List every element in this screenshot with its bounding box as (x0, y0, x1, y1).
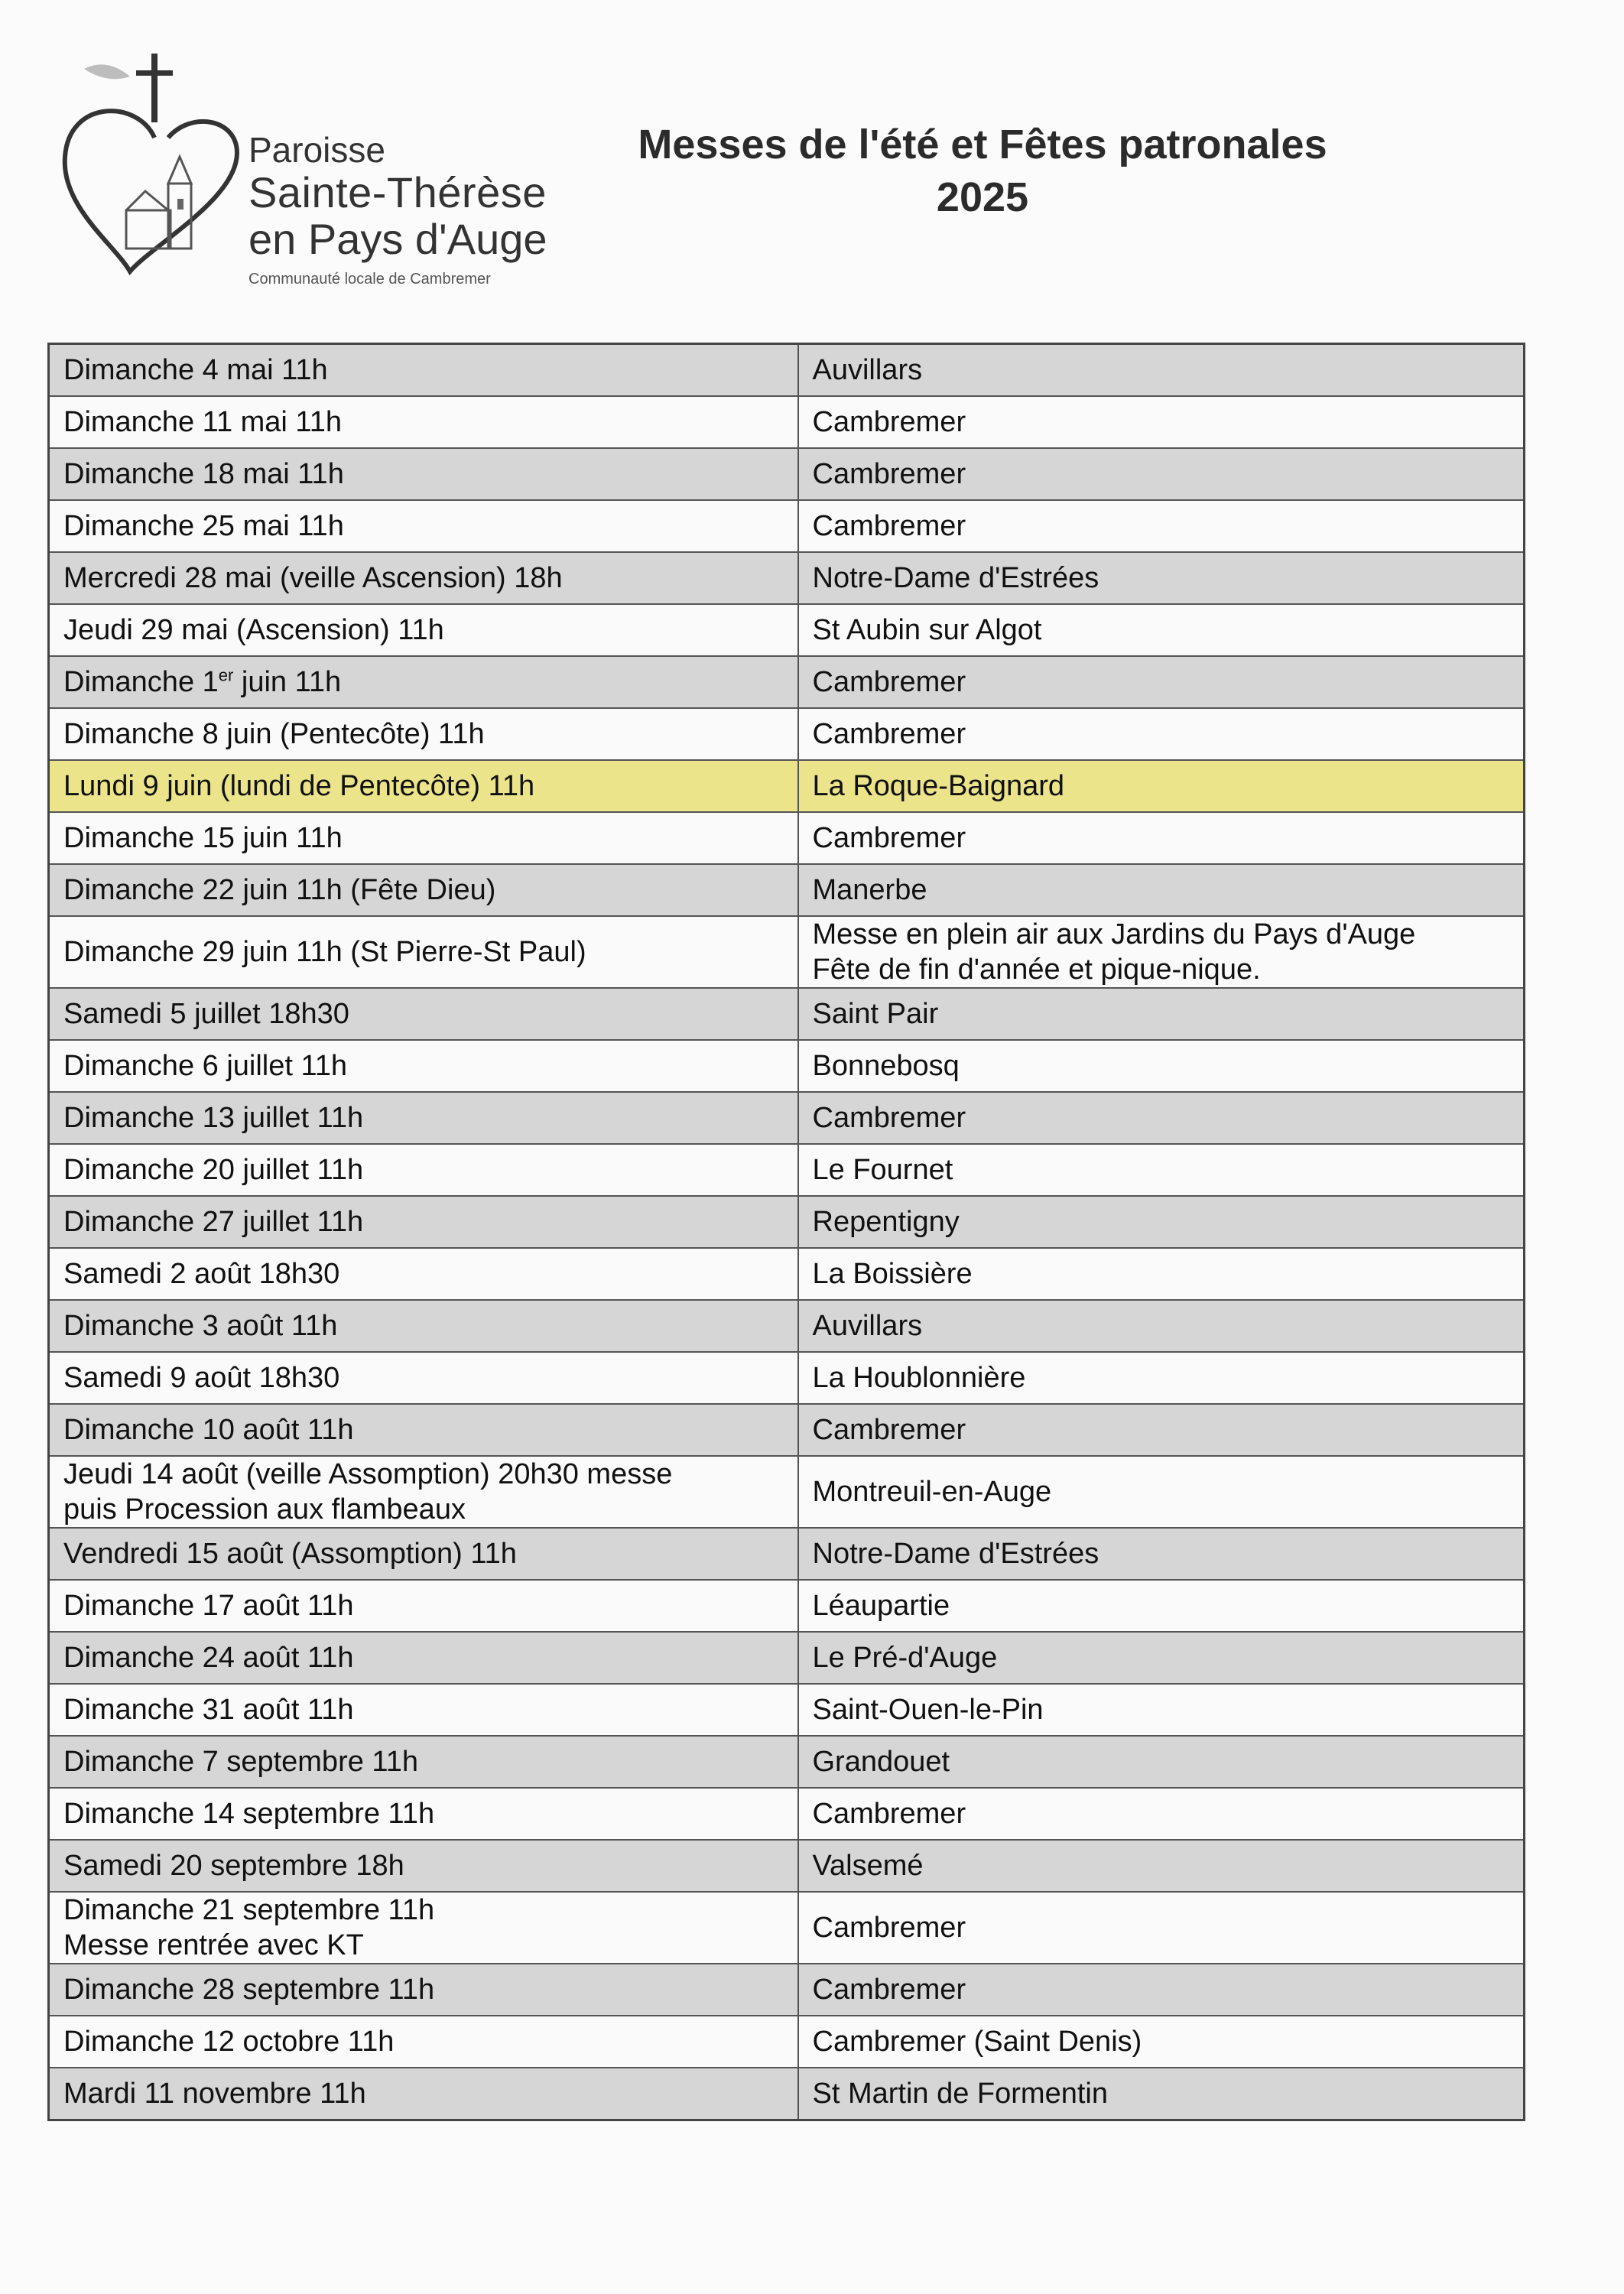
mass-location-cell (798, 1040, 1525, 1092)
mass-location-cell (798, 1456, 1525, 1528)
table-row (49, 1736, 1525, 1788)
table-row (49, 656, 1525, 708)
mass-date: Dimanche 10 août 11h (63, 1414, 354, 1446)
mass-location-cell (798, 1892, 1525, 1964)
mass-date: Dimanche 15 juin 11h (63, 822, 343, 854)
table-row (49, 1248, 1525, 1300)
mass-date: Jeudi 29 mai (Ascension) 11h (63, 614, 444, 646)
table-row (49, 916, 1525, 988)
mass-schedule-table (47, 343, 1525, 2121)
mass-location: Cambremer (812, 510, 966, 542)
mass-date-cell (49, 1404, 798, 1456)
mass-date: Dimanche 29 juin 11h (St Pierre-St Paul) (63, 936, 586, 968)
table-row (49, 500, 1525, 552)
table-row (49, 1196, 1525, 1248)
mass-location: Cambremer (812, 666, 966, 698)
mass-location-cell (798, 448, 1525, 500)
table-row (49, 760, 1525, 812)
mass-date: Dimanche 20 juillet 11h (63, 1154, 364, 1186)
mass-date-rest: juin 11h (233, 666, 342, 698)
mass-location-cell (798, 2068, 1525, 2120)
mass-location-cell (798, 396, 1525, 448)
table-row (49, 1580, 1525, 1632)
date-ordinal-suffix: er (218, 665, 234, 685)
mass-location: Cambremer (812, 406, 966, 438)
mass-location-cell (798, 1352, 1525, 1404)
table-row (49, 1632, 1525, 1684)
mass-date: Dimanche 7 septembre 11h (63, 1746, 418, 1778)
mass-location: Repentigny (812, 1206, 960, 1238)
mass-date-cell (49, 708, 798, 760)
mass-date: Mardi 11 novembre 11h (63, 2078, 366, 2110)
mass-date-cell (49, 1788, 798, 1840)
mass-location-cell (798, 604, 1525, 656)
page-year: 2025 (936, 174, 1029, 220)
mass-date-cell (49, 1300, 798, 1352)
table-row (49, 1092, 1525, 1144)
mass-location: Notre-Dame d'Estrées (812, 1538, 1099, 1570)
table-row (49, 1456, 1525, 1528)
mass-location-cell (798, 1632, 1525, 1684)
mass-location-cell (798, 708, 1525, 760)
mass-date-cell (49, 1248, 798, 1300)
mass-date-cell (49, 988, 798, 1040)
table-row (49, 2016, 1525, 2068)
table-row (49, 1300, 1525, 1352)
table-row (49, 1964, 1525, 2016)
mass-date-cell (49, 2068, 798, 2120)
mass-location: Saint-Ouen-le-Pin (812, 1694, 1044, 1726)
mass-location: Saint Pair (812, 998, 939, 1030)
mass-date-cell (49, 1456, 798, 1528)
table-row (49, 448, 1525, 500)
table-row (49, 396, 1525, 448)
mass-location: Le Fournet (812, 1154, 953, 1186)
mass-date-cell (49, 1632, 798, 1684)
mass-schedule-body (49, 344, 1525, 2120)
mass-location-cell (798, 864, 1525, 916)
mass-date-cell (49, 812, 798, 864)
mass-location: Cambremer (Saint Denis) (812, 2026, 1142, 2058)
mass-date: Jeudi 14 août (veille Assomption) 20h30 messe (63, 1458, 673, 1490)
mass-date-cell (49, 1736, 798, 1788)
mass-date: Samedi 20 septembre 18h (63, 1850, 404, 1882)
mass-date-cell (49, 656, 798, 708)
logo-parish-label: Paroisse (248, 130, 385, 170)
logo-community-label: Communauté locale de Cambremer (248, 271, 491, 288)
table-row (49, 1840, 1525, 1892)
mass-location: Messe en plein air aux Jardins du Pays d'Auge (812, 918, 1416, 950)
mass-location-cell (798, 344, 1525, 397)
mass-location-note: Fête de fin d'année et pique-nique. (812, 954, 1261, 986)
mass-date: Samedi 5 juillet 18h30 (63, 998, 349, 1030)
mass-date: Dimanche 22 juin 11h (Fête Dieu) (63, 874, 496, 906)
mass-location: Cambremer (812, 1798, 966, 1830)
mass-date: Dimanche 13 juillet 11h (63, 1102, 364, 1134)
mass-date: Dimanche 28 septembre 11h (63, 1974, 435, 2006)
table-row (49, 344, 1525, 397)
table-row (49, 1788, 1525, 1840)
mass-location: Auvillars (812, 1310, 923, 1342)
mass-date-cell (49, 500, 798, 552)
mass-date-cell (49, 1684, 798, 1736)
mass-date: Dimanche 18 mai 11h (63, 458, 344, 490)
mass-location: La Boissière (812, 1258, 973, 1290)
mass-date-cell (49, 1892, 798, 1964)
mass-location-cell (798, 1964, 1525, 2016)
page-title: Messes de l'été et Fêtes patronales (638, 122, 1327, 167)
mass-location: Valsemé (812, 1850, 924, 1882)
mass-date: Dimanche 27 juillet 11h (63, 1206, 364, 1238)
mass-date-cell (49, 1352, 798, 1404)
mass-location: St Aubin sur Algot (812, 614, 1042, 646)
mass-date-note: puis Procession aux flambeaux (63, 1493, 466, 1526)
heart-church-icon (54, 54, 252, 283)
mass-date: Dimanche 31 août 11h (63, 1694, 354, 1726)
mass-date: Dimanche 1 (63, 666, 219, 698)
table-row (49, 708, 1525, 760)
mass-date: Dimanche 17 août 11h (63, 1590, 354, 1622)
mass-date: Dimanche 12 octobre 11h (63, 2026, 395, 2058)
mass-date: Samedi 2 août 18h30 (63, 1258, 340, 1290)
mass-date: Dimanche 14 septembre 11h (63, 1798, 435, 1830)
table-row (49, 552, 1525, 604)
mass-location: Léaupartie (812, 1590, 950, 1622)
mass-location: La Roque-Baignard (812, 770, 1065, 802)
mass-date-cell (49, 552, 798, 604)
mass-date: Dimanche 25 mai 11h (63, 510, 344, 542)
mass-location: Cambremer (812, 1414, 966, 1446)
mass-location-cell (798, 1840, 1525, 1892)
mass-location: Grandouet (812, 1746, 950, 1778)
mass-date-cell (49, 2016, 798, 2068)
mass-location: Notre-Dame d'Estrées (812, 562, 1099, 594)
mass-location-cell (798, 760, 1525, 812)
mass-date: Lundi 9 juin (lundi de Pentecôte) 11h (63, 770, 535, 802)
mass-location-cell (798, 552, 1525, 604)
table-row (49, 1352, 1525, 1404)
mass-date: Dimanche 4 mai 11h (63, 354, 328, 386)
mass-location: Manerbe (812, 874, 927, 906)
mass-location-cell (798, 656, 1525, 708)
mass-location-cell (798, 2016, 1525, 2068)
mass-date: Dimanche 11 mai 11h (63, 406, 343, 438)
mass-location-cell (798, 1248, 1525, 1300)
table-row (49, 2068, 1525, 2120)
mass-date: Dimanche 6 juillet 11h (63, 1050, 348, 1082)
table-row (49, 1040, 1525, 1092)
logo-parish-name: Sainte-Thérèse (248, 168, 547, 216)
table-row (49, 1404, 1525, 1456)
mass-location: Cambremer (812, 1102, 966, 1134)
mass-location: Montreuil-en-Auge (812, 1476, 1052, 1508)
mass-date: Dimanche 3 août 11h (63, 1310, 338, 1342)
mass-date-cell (49, 1144, 798, 1196)
mass-location: Bonnebosq (812, 1050, 960, 1082)
table-row (49, 1144, 1525, 1196)
mass-date-cell (49, 448, 798, 500)
mass-location-cell (798, 1736, 1525, 1788)
table-row (49, 1684, 1525, 1736)
mass-location-cell (798, 1404, 1525, 1456)
mass-date-cell (49, 344, 798, 397)
mass-location: La Houblonnière (812, 1362, 1026, 1394)
mass-location-cell (798, 1144, 1525, 1196)
mass-location: Le Pré-d'Auge (812, 1642, 998, 1674)
mass-location: St Martin de Formentin (812, 2078, 1108, 2110)
mass-date-cell (49, 1092, 798, 1144)
mass-location-cell (798, 988, 1525, 1040)
mass-location: Cambremer (812, 822, 966, 854)
mass-location: Cambremer (812, 718, 966, 750)
parish-logo (54, 54, 589, 298)
mass-location-cell (798, 1528, 1525, 1580)
mass-date: Dimanche 21 septembre 11h (63, 1894, 435, 1926)
mass-date-cell (49, 1040, 798, 1092)
mass-date-cell (49, 1580, 798, 1632)
mass-location: Cambremer (812, 1974, 966, 2006)
mass-location: Cambremer (812, 458, 966, 490)
mass-date: Dimanche 8 juin (Pentecôte) 11h (63, 718, 485, 750)
mass-date-cell (49, 1528, 798, 1580)
mass-location-cell (798, 1196, 1525, 1248)
mass-date-cell (49, 1196, 798, 1248)
mass-location: Cambremer (812, 1912, 966, 1944)
mass-date-cell (49, 916, 798, 988)
table-row (49, 1528, 1525, 1580)
mass-location-cell (798, 1300, 1525, 1352)
table-row (49, 1892, 1525, 1964)
mass-location-cell (798, 1788, 1525, 1840)
mass-date-cell (49, 760, 798, 812)
mass-date-cell (49, 396, 798, 448)
table-row (49, 604, 1525, 656)
mass-date-cell (49, 1840, 798, 1892)
mass-location: Auvillars (812, 354, 923, 386)
mass-date: Mercredi 28 mai (veille Ascension) 18h (63, 562, 563, 594)
table-row (49, 812, 1525, 864)
mass-date-note: Messe rentrée avec KT (63, 1929, 364, 1961)
mass-location-cell (798, 1580, 1525, 1632)
mass-location-cell (798, 916, 1525, 988)
title-block (535, 119, 1430, 224)
mass-date: Dimanche 24 août 11h (63, 1642, 354, 1674)
mass-date-cell (49, 864, 798, 916)
logo-parish-region: en Pays d'Auge (248, 215, 547, 263)
mass-location-cell (798, 1092, 1525, 1144)
table-row (49, 864, 1525, 916)
mass-location-cell (798, 812, 1525, 864)
table-row (49, 988, 1525, 1040)
mass-location-cell (798, 1684, 1525, 1736)
mass-date-cell (49, 604, 798, 656)
mass-date: Samedi 9 août 18h30 (63, 1362, 340, 1394)
mass-date-cell (49, 1964, 798, 2016)
mass-date: Vendredi 15 août (Assomption) 11h (63, 1538, 517, 1570)
mass-location-cell (798, 500, 1525, 552)
